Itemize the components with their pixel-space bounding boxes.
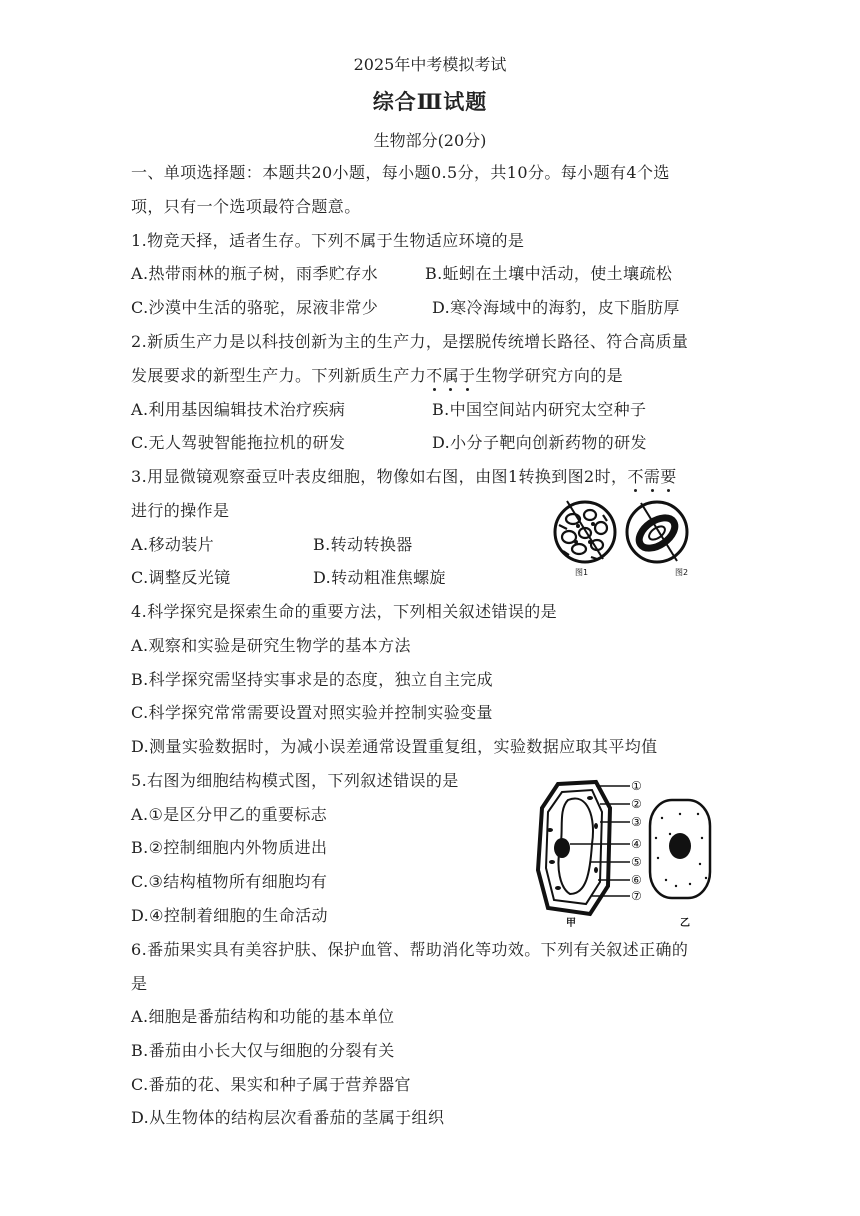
fig1-label: 图1 (575, 568, 589, 577)
animal-cell-b (650, 800, 710, 928)
q4-option-c: C.科学探究常常需要设置对照实验并控制实验变量 (131, 703, 493, 722)
q4-option-a: A.观察和实验是研究生物学的基本方法 (131, 636, 411, 655)
q1-stem: 1.物竞天择，适者生存。下列不属于生物适应环境的是 (131, 231, 525, 250)
q1-option-b: B.蚯蚓在土壤中活动，使土壤疏松 (425, 264, 673, 283)
label-4: ④ (631, 837, 642, 851)
q2-emphasis-char: 属 (442, 366, 460, 385)
q2-option-a: A.利用基因编辑技术治疗疾病 (131, 400, 346, 419)
q5-stem: 5.右图为细胞结构模式图，下列叙述错误的是 (131, 771, 459, 790)
q1-option-d: D.寒冷海域中的海豹，皮下脂肪厚 (432, 298, 680, 317)
q3-stem-line1 (131, 467, 677, 487)
fig2-label: 图2 (675, 568, 689, 577)
q3-option-d: D.转动粗准焦螺旋 (313, 568, 446, 587)
figure-1-view (555, 501, 615, 577)
cell-b-label: 乙 (680, 918, 690, 928)
q6-stem-line2: 是 (131, 974, 148, 993)
q2-stem-text-a: 发展要求的新型生产力。下列新质生产力 (131, 366, 427, 385)
q3-option-c: C.调整反光镜 (131, 568, 231, 587)
q3-emphasis-char: 不 (627, 467, 644, 486)
q3-emphasis-char: 要 (660, 467, 677, 486)
q2-option-b: B.中国空间站内研究太空种子 (432, 400, 647, 419)
q6-stem-line1: 6.番茄果实具有美容护肤、保护血管、帮助消化等功效。下列有关叙述正确的 (131, 940, 689, 959)
q5-option-a: A.①是区分甲乙的重要标志 (131, 805, 328, 824)
cell-a-label: 甲 (566, 918, 576, 928)
instructions-line1: 一、单项选择题：本题共20小题，每小题0.5分，共10分。每小题有4个选 (131, 163, 670, 182)
q3-option-b: B.转动转换器 (313, 535, 413, 554)
section-title: 生物部分(20分) (373, 131, 487, 150)
q4-option-d: D.测量实验数据时，为减小误差通常设置重复组，实验数据应取其平均值 (131, 737, 658, 756)
label-6: ⑥ (631, 873, 642, 887)
q3-emphasis-char: 需 (643, 467, 661, 486)
q2-emphasis-char: 不 (426, 366, 443, 385)
cell-structure-figure (530, 778, 720, 928)
q4-stem: 4.科学探究是探索生命的重要方法，下列相关叙述错误的是 (131, 602, 558, 621)
exam-title: 2025年中考模拟考试 (353, 55, 507, 74)
structure-number-labels (631, 779, 642, 903)
q2-option-d: D.小分子靶向创新药物的研发 (432, 433, 647, 452)
main-title: 综合Ⅲ试题 (372, 89, 488, 114)
q5-option-c: C.③结构植物所有细胞均有 (131, 872, 328, 891)
label-1: ① (631, 779, 642, 793)
q6-option-d: D.从生物体的结构层次看番茄的茎属于组织 (131, 1108, 445, 1127)
q6-option-a: A.细胞是番茄结构和功能的基本单位 (131, 1007, 395, 1026)
label-5: ⑤ (631, 855, 642, 869)
q5-option-b: B.②控制细胞内外物质进出 (131, 838, 328, 857)
q2-option-c: C.无人驾驶智能拖拉机的研发 (131, 433, 346, 452)
instructions-line2: 项，只有一个选项最符合题意。 (131, 197, 361, 216)
q2-stem-line1: 2.新质生产力是以科技创新为主的生产力，是摆脱传统增长路径、符合高质量 (131, 332, 689, 351)
q3-stem-line2: 进行的操作是 (131, 501, 230, 520)
microscope-figure (545, 495, 695, 580)
q3-option-a: A.移动装片 (131, 535, 215, 554)
label-3: ③ (631, 815, 642, 829)
q4-option-b: B.科学探究需坚持实事求是的态度，独立自主完成 (131, 670, 494, 689)
q2-emphasis-char: 于 (459, 366, 476, 385)
q5-option-d: D.④控制着细胞的生命活动 (131, 906, 328, 925)
q6-option-c: C.番茄的花、果实和种子属于营养器官 (131, 1075, 411, 1094)
q2-stem-text-b: 生物学研究方向的是 (475, 366, 624, 385)
q1-option-c: C.沙漠中生活的骆驼，尿液非常少 (131, 298, 379, 317)
plant-cell-a (538, 782, 610, 928)
label-2: ② (631, 797, 642, 811)
q2-stem-line2 (131, 366, 623, 386)
q1-option-a: A.热带雨林的瓶子树，雨季贮存水 (131, 264, 379, 283)
q6-option-b: B.番茄由小长大仅与细胞的分裂有关 (131, 1041, 395, 1060)
label-7: ⑦ (631, 889, 642, 903)
q3-stem-text: 3.用显微镜观察蚕豆叶表皮细胞，物像如右图，由图1转换到图2时， (131, 467, 628, 486)
figure-2-view (627, 502, 688, 577)
